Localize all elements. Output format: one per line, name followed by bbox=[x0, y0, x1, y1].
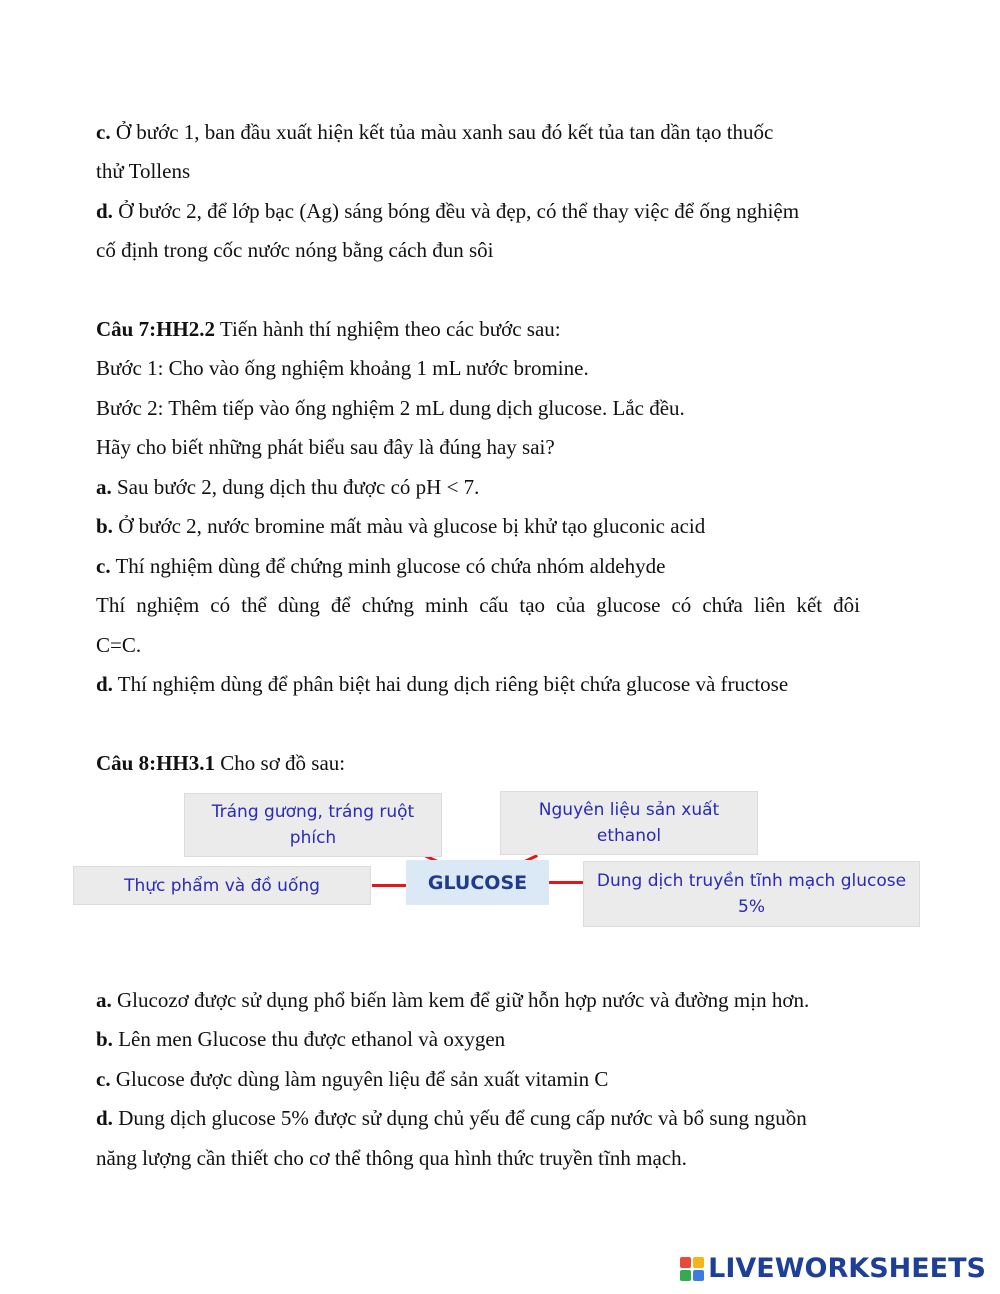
statement-d-prev-cont: cố định trong cốc nước nóng bằng cách đun sôi bbox=[96, 238, 494, 262]
statement-text: Ở bước 2, để lớp bạc (Ag) sáng bóng đều và đẹp, có thể thay việc để ống nghiệm bbox=[112, 199, 800, 223]
statement-label: d. bbox=[96, 1106, 113, 1130]
statement-text: Sau bước 2, dung dịch thu được có pH < 7. bbox=[111, 475, 480, 499]
statement-label: c. bbox=[96, 554, 111, 578]
connector-right bbox=[549, 881, 583, 884]
diagram-node-right: Dung dịch truyền tĩnh mạch glucose 5% bbox=[583, 861, 920, 927]
statement-label: c. bbox=[96, 120, 111, 144]
diagram-node-top-right: Nguyên liệu sản xuất ethanol bbox=[500, 791, 758, 855]
statement-label: c. bbox=[96, 1067, 111, 1091]
q8-statement-c bbox=[96, 1065, 608, 1093]
q8-statement-b bbox=[96, 1025, 505, 1053]
question-intro: Tiến hành thí nghiệm theo các bước sau: bbox=[215, 317, 561, 341]
q7-statement-b bbox=[96, 512, 705, 540]
q7-question: Hãy cho biết những phát biểu sau đây là đúng hay sai? bbox=[96, 435, 555, 459]
logo-square bbox=[680, 1257, 691, 1268]
q8-statement-d-cont: năng lượng cần thiết cho cơ thể thông qua hình thức truyền tĩnh mạch. bbox=[96, 1146, 687, 1170]
q7-statement-a bbox=[96, 473, 479, 501]
statement-label: a. bbox=[96, 988, 112, 1012]
connector-left bbox=[372, 884, 406, 887]
statement-text: Lên men Glucose thu được ethanol và oxygen bbox=[112, 1027, 506, 1051]
q7-statement-d bbox=[96, 670, 788, 698]
statement-text: Thí nghiệm dùng để phân biệt hai dung dịch riêng biệt chứa glucose và fructose bbox=[112, 672, 789, 696]
logo-square bbox=[693, 1270, 704, 1281]
q7-step-2: Bước 2: Thêm tiếp vào ống nghiệm 2 mL dung dịch glucose. Lắc đều. bbox=[96, 396, 685, 420]
statement-label: d. bbox=[96, 672, 113, 696]
question-7-title bbox=[96, 315, 561, 343]
diagram-node-left: Thực phẩm và đồ uống bbox=[73, 866, 371, 905]
statement-label: b. bbox=[96, 1027, 113, 1051]
statement-label: b. bbox=[96, 514, 113, 538]
logo-square bbox=[680, 1270, 691, 1281]
statement-c-prev bbox=[96, 118, 773, 146]
question-number: Câu 7:HH2.2 bbox=[96, 317, 216, 341]
q7-statement-c bbox=[96, 552, 665, 580]
statement-label: a. bbox=[96, 475, 112, 499]
liveworksheets-logo[interactable] bbox=[680, 1253, 986, 1284]
statement-c-prev-cont: thử Tollens bbox=[96, 159, 191, 183]
logo-text: LIVEWORKSHEETS bbox=[708, 1253, 986, 1284]
logo-mark-icon bbox=[680, 1257, 704, 1281]
q8-statement-d bbox=[96, 1104, 807, 1132]
logo-square bbox=[693, 1257, 704, 1268]
q7-extra-statement-cont: C=C. bbox=[96, 633, 142, 657]
statement-text: Thí nghiệm dùng để chứng minh glucose có chứa nhóm aldehyde bbox=[110, 554, 666, 578]
q7-extra-statement: Thí nghiệm có thể dùng để chứng minh cấu tạo của glucose có chứa liên kết đôi bbox=[96, 593, 860, 617]
statement-d-prev bbox=[96, 197, 799, 225]
statement-text: Glucozơ được sử dụng phổ biến làm kem để giữ hỗn hợp nước và đường mịn hơn. bbox=[111, 988, 810, 1012]
statement-text: Glucose được dùng làm nguyên liệu để sản xuất vitamin C bbox=[110, 1067, 609, 1091]
diagram-node-top-left: Tráng gương, tráng ruột phích bbox=[184, 793, 442, 857]
q8-statement-a bbox=[96, 986, 809, 1014]
statement-label: d. bbox=[96, 199, 113, 223]
q7-step-1: Bước 1: Cho vào ống nghiệm khoảng 1 mL nước bromine. bbox=[96, 356, 589, 380]
question-8-title bbox=[96, 749, 345, 777]
statement-text: Dung dịch glucose 5% được sử dụng chủ yếu để cung cấp nước và bổ sung nguồn bbox=[112, 1106, 807, 1130]
statement-text: Ở bước 2, nước bromine mất màu và glucose bị khử tạo gluconic acid bbox=[112, 514, 706, 538]
statement-text: Ở bước 1, ban đầu xuất hiện kết tủa màu xanh sau đó kết tủa tan dần tạo thuốc bbox=[110, 120, 774, 144]
question-intro: Cho sơ đồ sau: bbox=[215, 751, 346, 775]
question-number: Câu 8:HH3.1 bbox=[96, 751, 216, 775]
diagram-center-node: GLUCOSE bbox=[406, 860, 549, 905]
